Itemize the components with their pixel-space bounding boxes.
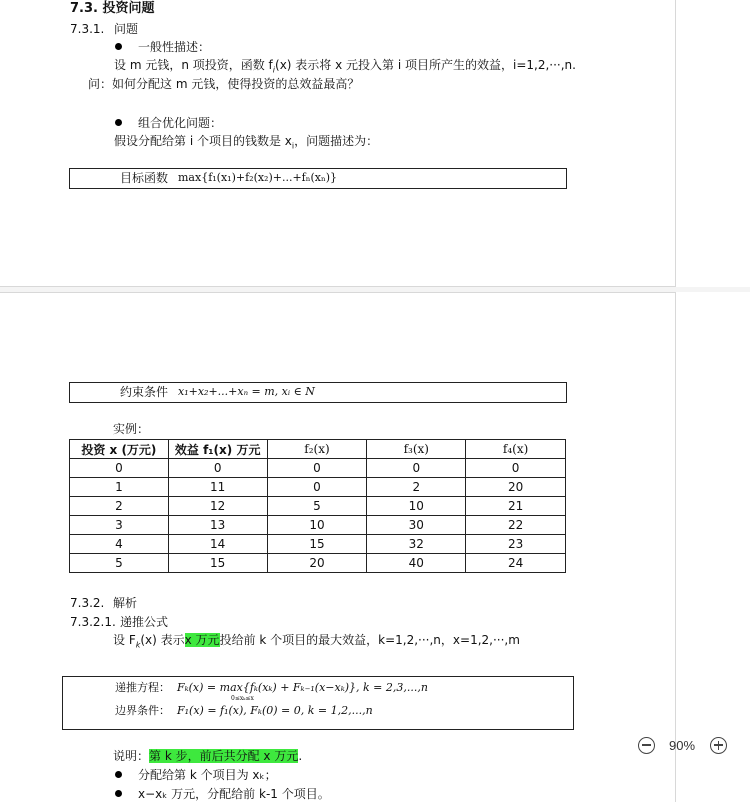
constraint-box [69, 382, 567, 403]
highlight-step-note: 第 k 步，前后共分配 x 万元 [149, 749, 299, 763]
table-cell: 21 [466, 497, 566, 516]
table-header: 效益 f₁(x) 万元 [168, 440, 267, 459]
table-cell: 32 [367, 535, 466, 554]
table-cell: 40 [367, 554, 466, 573]
table-cell: 0 [267, 459, 367, 478]
objective-label: 目标函数 [120, 171, 169, 185]
recurrence-title: 递推公式 [120, 615, 169, 629]
recurrence-number: 7.3.2.1. [70, 615, 116, 629]
constraint-formula: x₁+x₂+...+xₙ = m, xᵢ ∈ N [178, 385, 315, 398]
table-row [70, 459, 566, 478]
boundary-label: 边界条件： [115, 704, 170, 717]
document-page-1 [0, 0, 676, 287]
table-cell: 5 [70, 554, 169, 573]
objective-box [69, 168, 567, 189]
table-cell: 10 [267, 516, 367, 535]
highlight-x-amount: x 万元 [184, 633, 220, 647]
description-line2: 问：如何分配这 m 元钱，使得投资的总效益最高？ [88, 77, 360, 91]
table-cell: 0 [70, 459, 169, 478]
table-cell: 0 [367, 459, 466, 478]
table-cell: 23 [466, 535, 566, 554]
table-row [70, 497, 566, 516]
table-cell: 13 [168, 516, 267, 535]
table-cell: 14 [168, 535, 267, 554]
bullet-icon [115, 119, 122, 126]
table-cell: 1 [70, 478, 169, 497]
analysis-number: 7.3.2. [70, 596, 105, 610]
recurrence-formula: Fₖ(x) = max{fₖ(xₖ) + Fₖ₋₁(x−xₖ)}, k = 2,3,...,n [177, 681, 428, 694]
table-cell: 15 [267, 535, 367, 554]
table-row [70, 516, 566, 535]
recurrence-label: 递推方程： [115, 681, 170, 694]
table-header-row [70, 440, 566, 459]
table-cell: 0 [267, 478, 367, 497]
bullet-allocate-rest: x−xₖ 万元，分配给前 k-1 个项目。 [138, 787, 330, 801]
section-heading: 7.3. 投资问题 [70, 1, 155, 16]
table-header: f₂(x) [267, 440, 367, 459]
table-cell: 3 [70, 516, 169, 535]
assumption-line: 假设分配给第 i 个项目的钱数是 $x_i$，问题描述为： [114, 134, 379, 151]
constraint-label: 约束条件 [120, 385, 169, 399]
zoom-in-icon[interactable] [710, 737, 727, 754]
table-cell: 2 [70, 497, 169, 516]
table-cell: 22 [466, 516, 566, 535]
table-cell: 0 [168, 459, 267, 478]
example-label: 实例： [113, 422, 150, 436]
investment-table [69, 439, 566, 573]
table-cell: 11 [168, 478, 267, 497]
bullet-icon [115, 790, 122, 797]
table-cell: 12 [168, 497, 267, 516]
table-cell: 30 [367, 516, 466, 535]
bullet-general: 一般性描述： [138, 40, 211, 54]
recurrence-max-range: 0≤xₖ≤x [231, 695, 254, 702]
bullet-icon [115, 771, 122, 778]
table-row [70, 478, 566, 497]
fk-definition: 设 $F_k(x)$ 表示x 万元投给前 k 个项目的最大效益，k=1,2,···,n，x=1,2,···,m [113, 633, 520, 650]
note-line: 说明：第 k 步，前后共分配 x 万元. [113, 749, 303, 763]
table-cell: 0 [466, 459, 566, 478]
bullet-combinatorial: 组合优化问题： [138, 116, 223, 130]
recurrence-box [62, 676, 574, 730]
boundary-formula: F₁(x) = f₁(x), Fₖ(0) = 0, k = 1,2,...,n [177, 704, 373, 717]
zoom-control [638, 735, 727, 755]
analysis-title: 解析 [113, 596, 138, 610]
bullet-icon [115, 43, 122, 50]
table-header: f₃(x) [367, 440, 466, 459]
table-cell: 10 [367, 497, 466, 516]
table-cell: 2 [367, 478, 466, 497]
document-page-2 [0, 292, 676, 802]
bullet-allocate-k: 分配给第 k 个项目为 xₖ； [138, 768, 277, 782]
table-header: 投资 x (万元) [70, 440, 169, 459]
table-cell: 20 [466, 478, 566, 497]
table-cell: 4 [70, 535, 169, 554]
description-line1: 设 m 元钱，n 项投资，函数 $f_i(x)$ 表示将 x 元投入第 i 项目所产生的效益，i=1,2,···,n. [114, 58, 576, 75]
objective-formula: max{f₁(x₁)+f₂(x₂)+...+fₙ(xₙ)} [178, 171, 338, 184]
subsection-number: 7.3.1. [70, 22, 105, 36]
table-row [70, 535, 566, 554]
table-cell: 15 [168, 554, 267, 573]
zoom-level: 90% [669, 737, 696, 753]
zoom-out-icon[interactable] [638, 737, 655, 754]
table-cell: 24 [466, 554, 566, 573]
table-cell: 20 [267, 554, 367, 573]
table-row [70, 554, 566, 573]
table-cell: 5 [267, 497, 367, 516]
table-header: f₄(x) [466, 440, 566, 459]
subsection-title: 问题 [114, 22, 139, 36]
